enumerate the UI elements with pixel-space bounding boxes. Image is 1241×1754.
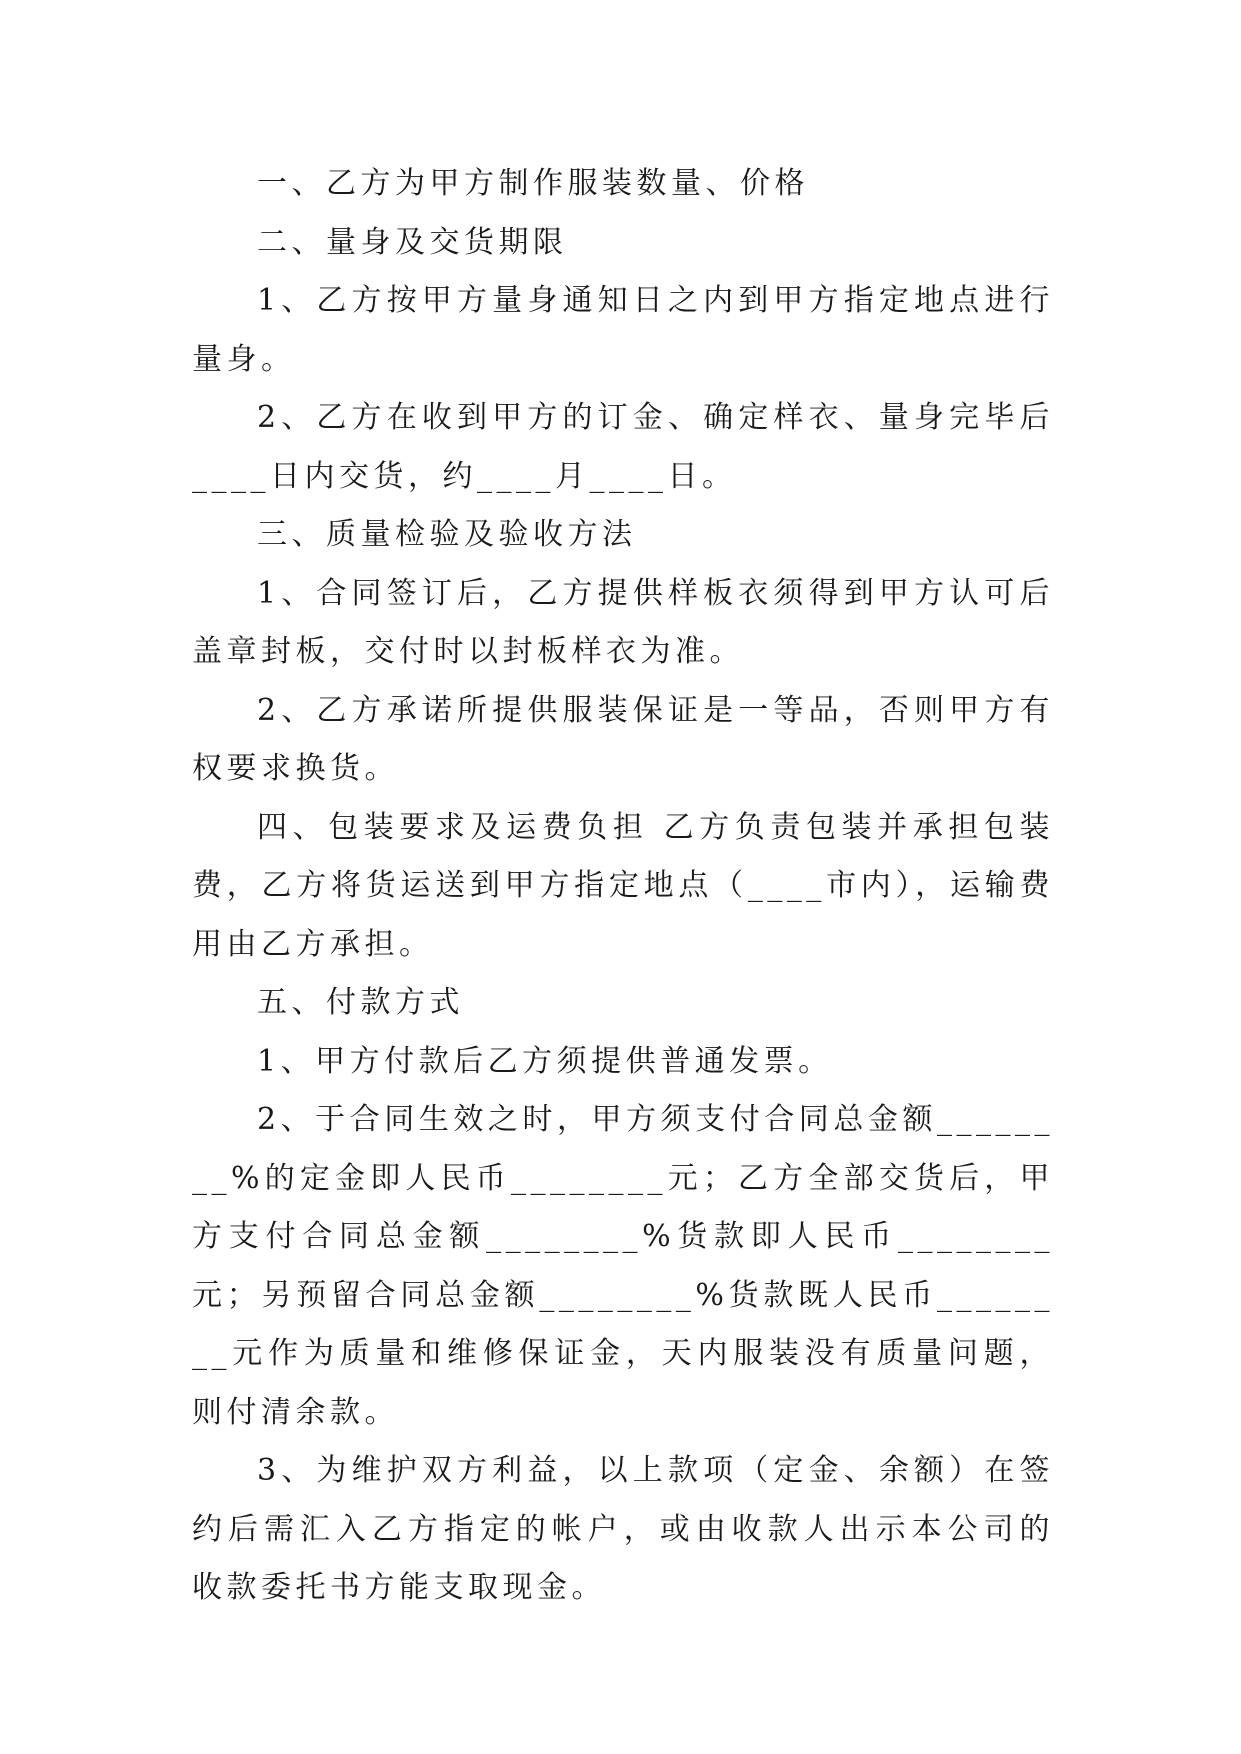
section-heading-payment: 五、付款方式 [257, 985, 464, 1020]
clause-measure-notice: 1、乙方按甲方量身通知日之内到甲方指定地点进行量身。 [192, 283, 1054, 377]
clause-quality-guarantee: 2、乙方承诺所提供服装保证是一等品，否则甲方有权要求换货。 [192, 692, 1054, 786]
document-body [192, 155, 1054, 1618]
section-heading-quantity-price: 一、乙方为甲方制作服装数量、价格 [257, 166, 809, 201]
section-heading-quality-inspection: 三、质量检验及验收方法 [257, 517, 637, 552]
clause-payment-schedule: 2、于合同生效之时，甲方须支付合同总金额________%的定金即人民币________元；乙方全部交货后，甲方支付合同总金额________%货款即人民币________元；另预留合同总金额________%货款既人民币________元作为质量和维修保证金，天内服装没有质量问题，则付清余款。 [192, 1102, 1054, 1430]
clause-delivery-date: 2、乙方在收到甲方的订金、确定样衣、量身完毕后____日内交货，约____月____日。 [192, 400, 1054, 494]
clause-invoice: 1、甲方付款后乙方须提供普通发票。 [257, 1043, 833, 1079]
section-heading-measure-delivery: 二、量身及交货期限 [257, 224, 568, 260]
clause-sample-approval: 1、合同签订后，乙方提供样板衣须得到甲方认可后盖章封板，交付时以封板样衣为准。 [192, 575, 1054, 669]
clause-payment-account: 3、为维护双方利益，以上款项（定金、余额）在签约后需汇入乙方指定的帐户，或由收款人出示本公司的收款委托书方能支取现金。 [192, 1453, 1054, 1605]
section-packaging-shipping: 四、包装要求及运费负担 乙方负责包装并承担包装费，乙方将货运送到甲方指定地点（____市内），运输费用由乙方承担。 [192, 809, 1054, 962]
